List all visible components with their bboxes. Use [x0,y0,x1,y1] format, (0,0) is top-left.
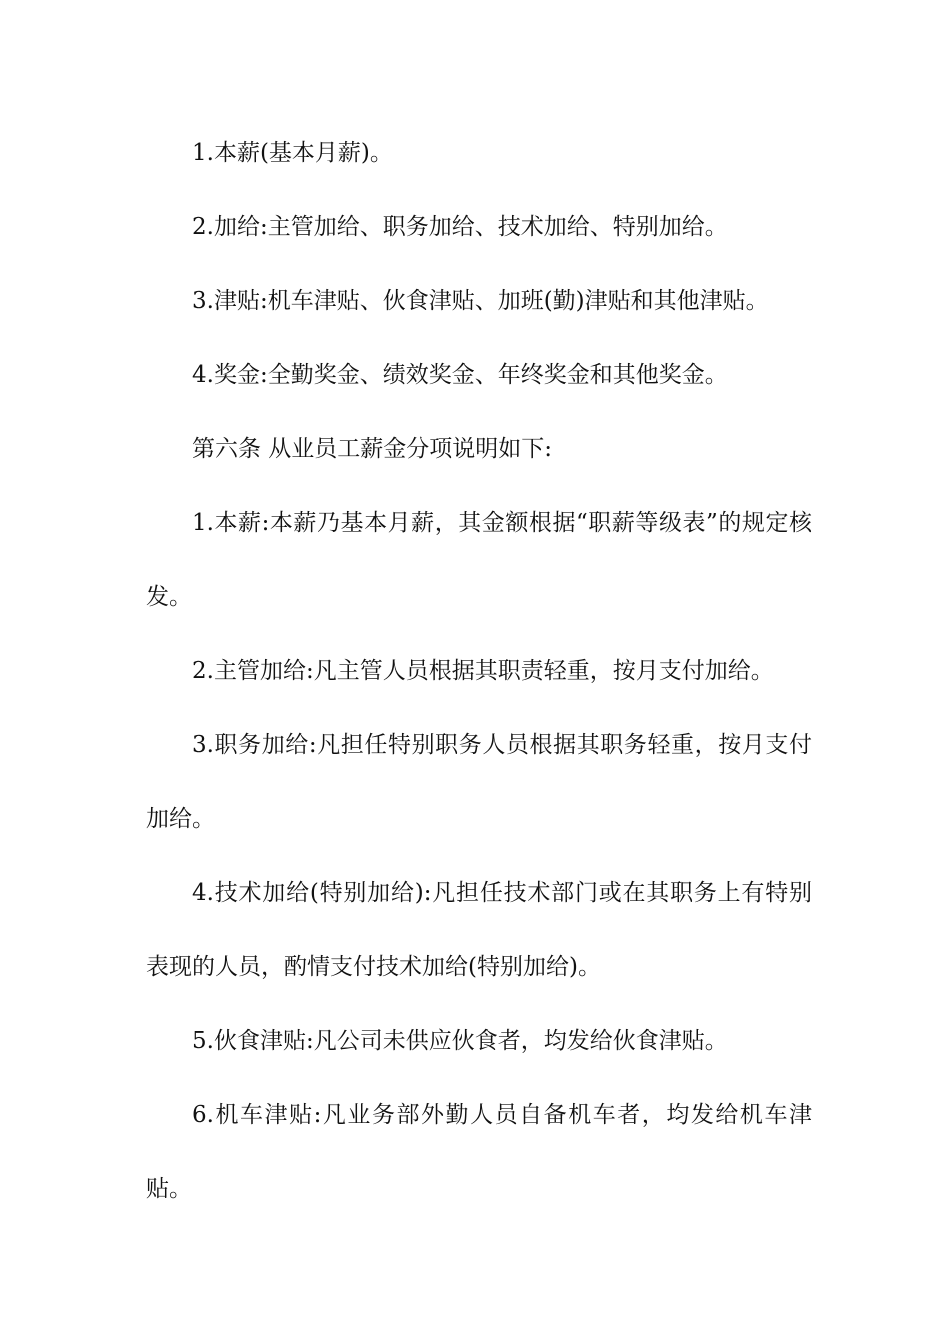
paragraph-4: 4.奖金:全勤奖金、绩效奖金、年终奖金和其他奖金。 [192,362,728,388]
paragraph-11: 6.机车津贴:凡业务部外勤人员自备机车者，均发给机车津贴。 [146,1102,812,1202]
paragraph-6: 1.本薪:本薪乃基本月薪，其金额根据“职薪等级表”的规定核发。 [146,510,812,610]
article-heading: 第六条 从业员工薪金分项说明如下: [192,436,553,462]
paragraph-1: 1.本薪(基本月薪)。 [192,140,393,166]
paragraph-7: 2.主管加给:凡主管人员根据其职责轻重，按月支付加给。 [192,658,774,684]
paragraph-8: 3.职务加给:凡担任特别职务人员根据其职务轻重，按月支付加给。 [146,732,812,832]
paragraph-2: 2.加给:主管加给、职务加给、技术加给、特别加给。 [192,214,728,240]
paragraph-9: 4.技术加给(特别加给):凡担任技术部门或在其职务上有特别表现的人员，酌情支付技术加给(特别加给)。 [146,880,812,980]
paragraph-10: 5.伙食津贴:凡公司未供应伙食者，均发给伙食津贴。 [192,1028,728,1054]
paragraph-3: 3.津贴:机车津贴、伙食津贴、加班(勤)津贴和其他津贴。 [192,288,769,314]
